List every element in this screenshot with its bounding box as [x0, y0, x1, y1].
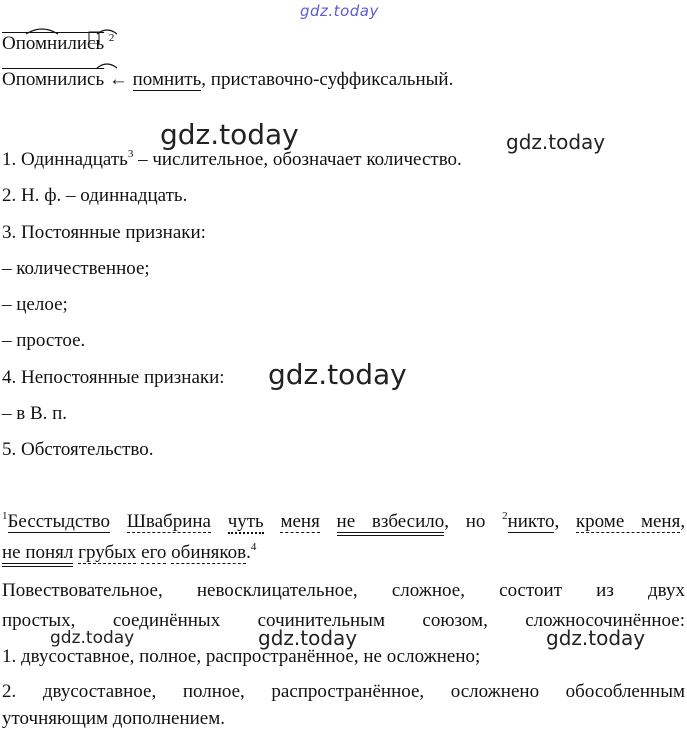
- footnote-marker: 3: [127, 148, 134, 160]
- watermark: gdz.today: [50, 628, 135, 648]
- derived-word: Опомнились: [2, 69, 105, 90]
- morpheme-word: Опомнились: [2, 33, 105, 54]
- analysis-line-3: 1. двусоставное, полное, распространённое, не осложнено;: [2, 646, 481, 667]
- object: меня: [280, 511, 320, 532]
- numeral-line-7: 4. Непостоянные признаки:: [2, 367, 225, 388]
- numeral-line-9: 5. Обстоятельство.: [2, 439, 154, 460]
- punct: ,: [554, 511, 576, 532]
- predicate: не взбесило: [337, 511, 445, 536]
- subject: Бесстыдство: [7, 511, 110, 532]
- numeral-line-8: – в В. п.: [2, 403, 68, 424]
- subject: никто: [507, 511, 555, 532]
- footnote-marker: 2: [108, 32, 115, 44]
- object: обиняков: [171, 542, 247, 563]
- analysis-line-4: 2. двусоставное, полное, распространённое, осложнено обособленным: [2, 681, 685, 702]
- conjunction: , но: [444, 511, 503, 532]
- analysis-line-5: уточняющим дополнением.: [2, 708, 225, 729]
- adverbial: чуть: [227, 511, 264, 532]
- watermark-top: gdz.today: [300, 2, 379, 20]
- derivation-method: , приставочно-суффиксальный.: [201, 69, 454, 90]
- numeral-word: 1. Одиннадцать: [2, 149, 128, 170]
- numeral-line-3: 3. Постоянные признаки:: [2, 222, 206, 243]
- numeral-line-2: 2. Н. ф. – одиннадцать.: [2, 185, 188, 206]
- watermark: gdz.today: [268, 358, 407, 391]
- punct: ,: [680, 511, 686, 532]
- watermark: gdz.today: [546, 626, 646, 650]
- numeral-line-4: – количественное;: [2, 258, 150, 279]
- watermark: gdz.today: [160, 118, 299, 151]
- numeral-line-1: [2, 148, 462, 172]
- numeral-line-6: – простое.: [2, 330, 86, 351]
- predicate: не понял: [2, 542, 73, 567]
- punct: .: [246, 542, 251, 563]
- sentence-line-1: [2, 510, 685, 534]
- clause-number: 1: [2, 510, 8, 522]
- watermark: gdz.today: [506, 130, 606, 154]
- attribute: Швабрина: [126, 511, 211, 532]
- arrow-icon: ←: [108, 69, 128, 90]
- numeral-desc: – числительное, обозначает количество.: [133, 149, 462, 170]
- clause-number: 2: [502, 510, 508, 522]
- derivation-marks: [0, 56, 140, 76]
- morpheme-marks: [0, 22, 140, 44]
- sentence-line-2: [2, 541, 256, 565]
- analysis-line-2: простых, соединённых сочинительным союзом, сложносочинённое:: [2, 610, 685, 631]
- footnote-marker: 4: [250, 541, 257, 553]
- analysis-line-1: Повествовательное, невосклицательное, сложное, состоит из двух: [2, 580, 685, 601]
- numeral-line-5: – целое;: [2, 294, 68, 315]
- object: кроме меня: [575, 511, 681, 532]
- attribute: грубых: [78, 542, 137, 563]
- watermark: gdz.today: [258, 626, 358, 650]
- attribute: его: [141, 542, 167, 563]
- base-word: помнить: [132, 69, 202, 90]
